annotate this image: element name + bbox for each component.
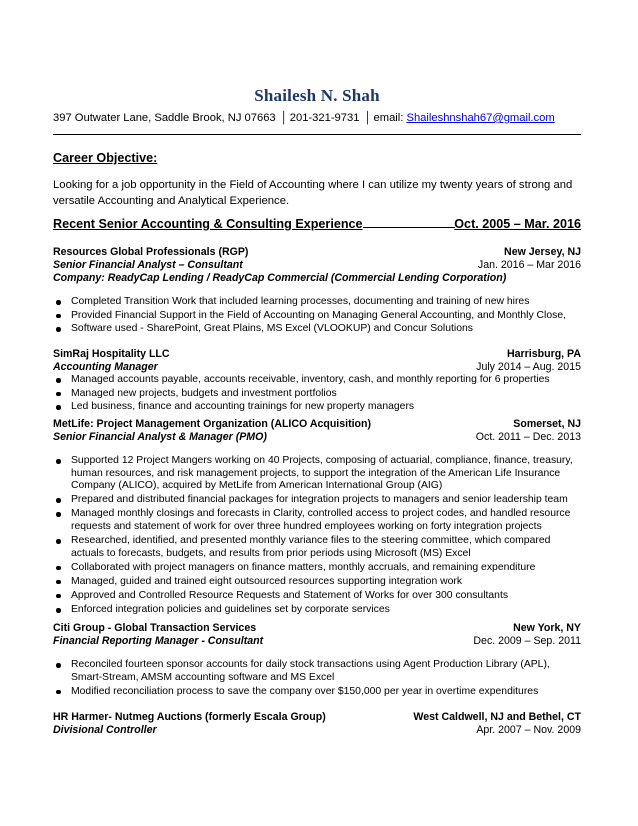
job-location: West Caldwell, NJ and Bethel, CT bbox=[413, 711, 581, 723]
job-title: Financial Reporting Manager - Consultant bbox=[53, 635, 264, 647]
bullet-item: Led business, finance and accounting trainings for new property managers bbox=[53, 401, 581, 414]
address: 397 Outwater Lane, Saddle Brook, NJ 07663 bbox=[53, 112, 276, 124]
bullet-item: Enforced integration policies and guidelines set by corporate services bbox=[53, 604, 581, 617]
header-divider bbox=[53, 134, 581, 135]
objective-heading: Career Objective: bbox=[53, 151, 158, 165]
company-name: Resources Global Professionals (RGP) bbox=[53, 246, 249, 258]
job-dates: Oct. 2011 – Dec. 2013 bbox=[475, 431, 581, 443]
job-header bbox=[53, 418, 581, 432]
job-location: New Jersey, NJ bbox=[504, 246, 581, 258]
job-bullets bbox=[53, 296, 581, 336]
bullet-item: Supported 12 Project Mangers working on 40 Projects, composing of actuarial, compliance, finance, treasury, human resources, and risk management projects, to support the integration of the American Life Insurance Company (ALICO), acquired by MetLife from American International Group (AIG) bbox=[53, 455, 581, 493]
bullet-item: Approved and Controlled Resource Requests and Statement of Works for over 300 consultants bbox=[53, 590, 581, 603]
job-title: Divisional Controller bbox=[53, 724, 157, 736]
job-dates: Dec. 2009 – Sep. 2011 bbox=[473, 635, 581, 647]
bullet-item: Provided Financial Support in the Field of Accounting on Managing General Accounting, and Monthly Close, bbox=[53, 310, 581, 323]
job-title-row bbox=[53, 635, 581, 649]
bullet-item: Managed, guided and trained eight outsourced resources supporting integration work bbox=[53, 576, 581, 589]
contact-line bbox=[53, 112, 581, 124]
client-company: Company: ReadyCap Lending / ReadyCap Commercial (Commercial Lending Corporation) bbox=[53, 272, 507, 284]
job-bullets bbox=[53, 455, 581, 617]
company-name: SimRaj Hospitality LLC bbox=[53, 348, 170, 360]
company-name: MetLife: Project Management Organization (ALICO Acquisition) bbox=[53, 418, 372, 430]
bullet-item: Researched, identified, and presented monthly variance files to the steering committee, which compared actuals to forecasts, budgets, and results from prior periods using Microsoft (MS) Excel bbox=[53, 535, 581, 560]
bullet-item: Reconciled fourteen sponsor accounts for daily stock transactions using Agent Production Library (APL), Smart-Stream, AMSM accounting software and MS Excel bbox=[53, 659, 581, 684]
job-title-row bbox=[53, 431, 581, 445]
job-location: Somerset, NJ bbox=[513, 418, 581, 430]
company-name: HR Harmer- Nutmeg Auctions (formerly Escala Group) bbox=[53, 711, 326, 723]
company-name: Citi Group - Global Transaction Services bbox=[53, 622, 257, 634]
bullet-item: Prepared and distributed financial packages for integration projects to managers and senior leadership team bbox=[53, 494, 581, 507]
separator: │ bbox=[364, 112, 372, 124]
job-header bbox=[53, 246, 581, 260]
client-row bbox=[53, 272, 581, 286]
job-title: Accounting Manager bbox=[53, 361, 158, 373]
bullet-item: Collaborated with project managers on finance matters, monthly accruals, and remaining expenditure bbox=[53, 562, 581, 575]
job-title: Senior Financial Analyst & Manager (PMO) bbox=[53, 431, 267, 443]
job-bullets bbox=[53, 374, 581, 414]
bullet-item: Software used - SharePoint, Great Plains, MS Excel (VLOOKUP) and Concur Solutions bbox=[53, 323, 581, 336]
job-header bbox=[53, 348, 581, 362]
separator: │ bbox=[280, 112, 288, 124]
job-dates: Jan. 2016 – Mar 2016 bbox=[477, 259, 581, 271]
job-title-row bbox=[53, 361, 581, 375]
experience-period: Oct. 2005 – Mar. 2016 bbox=[454, 217, 581, 231]
job-location: Harrisburg, PA bbox=[507, 348, 581, 360]
bullet-item: Managed monthly closings and forecasts in Clarity, controlled access to project codes, and handled resource requests and statement of work for over three hundred employees working on forty integration projects bbox=[53, 508, 581, 533]
email-label: email: bbox=[373, 112, 404, 124]
job-header bbox=[53, 622, 581, 636]
candidate-name: Shailesh N. Shah bbox=[254, 86, 380, 105]
objective-text: Looking for a job opportunity in the Field of Accounting where I can utilize my twenty years of strong and versatile Accounting and Analytical Experience. bbox=[53, 179, 573, 207]
experience-title: Recent Senior Accounting & Consulting Experience bbox=[53, 217, 363, 231]
job-dates: July 2014 – Aug. 2015 bbox=[476, 361, 581, 373]
job-title-row bbox=[53, 259, 581, 273]
job-header bbox=[53, 711, 581, 725]
job-bullets bbox=[53, 659, 581, 698]
job-title-row bbox=[53, 724, 581, 738]
bullet-item: Managed accounts payable, accounts receivable, inventory, cash, and monthly reporting for 6 properties bbox=[53, 374, 581, 387]
job-location: New York, NY bbox=[513, 622, 581, 634]
heading-fill-line bbox=[363, 227, 455, 228]
bullet-item: Completed Transition Work that included learning processes, documenting and training of new hires bbox=[53, 296, 581, 309]
experience-heading bbox=[53, 217, 581, 231]
bullet-item: Managed new projects, budgets and investment portfolios bbox=[53, 388, 581, 401]
bullet-item: Modified reconciliation process to save the company over $150,000 per year in overtime expenditures bbox=[53, 686, 581, 699]
job-title: Senior Financial Analyst – Consultant bbox=[53, 259, 243, 271]
email-link[interactable]: Shaileshnshah67@gmail.com bbox=[406, 112, 555, 124]
phone: 201-321-9731 bbox=[289, 112, 360, 124]
job-dates: Apr. 2007 – Nov. 2009 bbox=[476, 724, 581, 736]
